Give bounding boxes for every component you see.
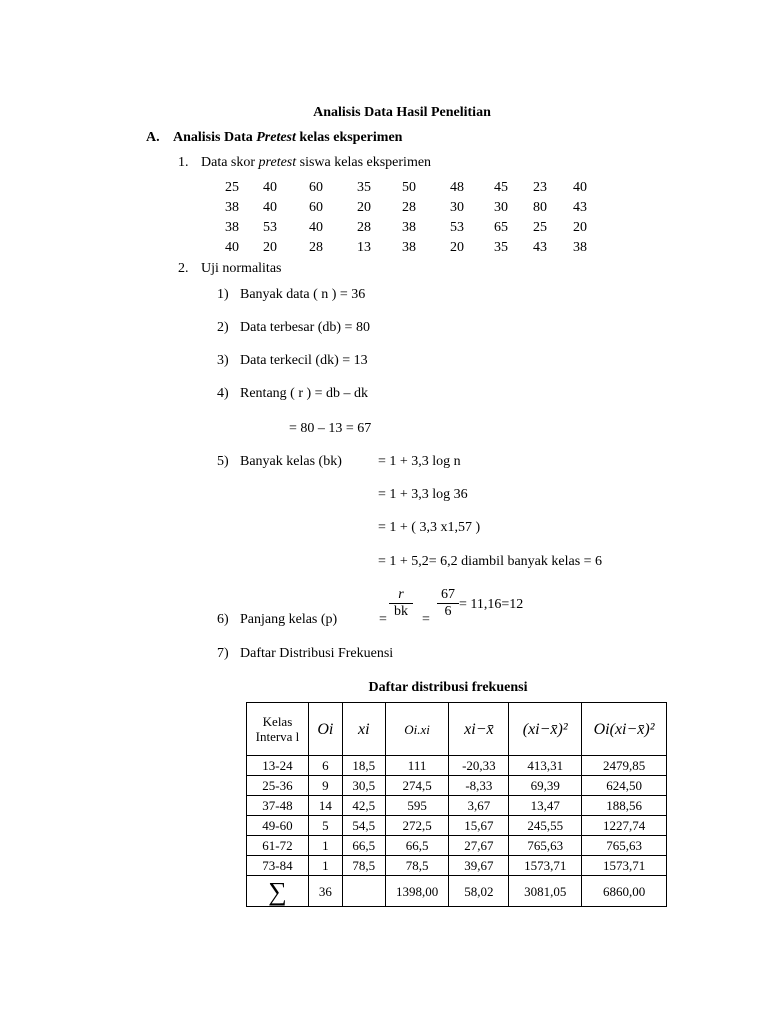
score-cell: 38 [225,200,239,215]
score-cell: 35 [357,180,371,195]
fraction-numerator: 67 [437,587,459,604]
section-a-suffix: kelas eksperimen [295,130,403,145]
table-cell: -8,33 [449,776,509,796]
table-cell: 66,5 [385,836,449,856]
step4-text: Rentang ( r ) = db – dk [240,386,369,401]
table-cell: 42,5 [342,796,385,816]
header-deviation-squared: (xi−x̄)² [509,703,582,756]
score-cell: 50 [402,180,416,195]
score-cell: 60 [309,200,323,215]
table-cell: 69,39 [509,776,582,796]
score-cell: 43 [573,200,587,215]
step5-line: = 1 + ( 3,3 x1,57 ) [378,520,481,535]
table-cell: 73-84 [247,856,309,876]
step3-marker: 3) [217,353,229,368]
table-caption: Daftar distribusi frekuensi [368,680,528,695]
table-cell: 1 [308,836,342,856]
sigma-symbol: ∑ [247,876,309,907]
score-cell: 30 [494,200,508,215]
section-a-prefix: Analisis Data [173,130,257,145]
score-cell: 23 [533,180,547,195]
score-cell: 53 [263,220,277,235]
table-row [247,816,667,836]
table-cell: 78,5 [385,856,449,876]
table-cell: 54,5 [342,816,385,836]
score-cell: 25 [225,180,239,195]
item1-marker: 1. [178,155,189,170]
step6-equals: = [422,612,430,627]
table-cell: 5 [308,816,342,836]
table-cell: 78,5 [342,856,385,876]
score-cell: 13 [357,240,371,255]
header-oi: Oi [308,703,342,756]
table-cell: 413,31 [509,756,582,776]
fraction-denominator: bk [394,604,408,619]
table-cell: 765,63 [582,836,667,856]
table-cell: 13,47 [509,796,582,816]
step4-marker: 4) [217,386,229,401]
score-cell: 48 [450,180,464,195]
fraction-67-over-6 [437,587,459,620]
score-cell: 28 [309,240,323,255]
item2-marker: 2. [178,261,189,276]
table-cell: 1573,71 [509,856,582,876]
table-header-row [247,703,667,756]
score-cell: 40 [309,220,323,235]
section-a-marker: A. [146,130,160,145]
table-cell: 15,67 [449,816,509,836]
header-oi-deviation-squared: Oi(xi−x̄)² [582,703,667,756]
header-oi-xi: Oi.xi [385,703,449,756]
step4-continuation: = 80 – 13 = 67 [289,421,372,436]
table-cell: 188,56 [582,796,667,816]
score-cell: 38 [225,220,239,235]
score-cell: 60 [309,180,323,195]
score-cell: 43 [533,240,547,255]
table-row [247,836,667,856]
table-cell: 111 [385,756,449,776]
table-cell: 9 [308,776,342,796]
table-cell: 13-24 [247,756,309,776]
table-cell: 595 [385,796,449,816]
header-deviation: xi−x̄ [449,703,509,756]
item1-suffix: siswa kelas eksperimen [296,155,432,170]
fraction-numerator: r [389,587,413,604]
sum-oi: 36 [308,876,342,907]
table-cell: 49-60 [247,816,309,836]
table-cell: 6 [308,756,342,776]
item1-italic: pretest [258,155,297,170]
item1-text [201,154,431,171]
page-title: Analisis Data Hasil Penelitian [313,105,491,120]
score-cell: 40 [573,180,587,195]
score-cell: 20 [357,200,371,215]
score-cell: 45 [494,180,508,195]
step6-label: Panjang kelas (p) [240,612,338,627]
step6-result: = 11,16=12 [459,597,524,612]
score-cell: 40 [263,200,277,215]
step6-marker: 6) [217,612,229,627]
table-row [247,756,667,776]
table-cell: 39,67 [449,856,509,876]
step2-marker: 2) [217,320,229,335]
table-cell: 624,50 [582,776,667,796]
step5-line: = 1 + 5,2= 6,2 diambil banyak kelas = 6 [378,554,603,569]
table-row [247,796,667,816]
table-cell: 18,5 [342,756,385,776]
fraction-r-over-bk [389,587,413,620]
step2-text: Data terbesar (db) = 80 [240,320,370,335]
score-cell: 28 [357,220,371,235]
table-cell: 765,63 [509,836,582,856]
step7-text: Daftar Distribusi Frekuensi [240,646,394,661]
sum-oi-deviation-squared: 6860,00 [582,876,667,907]
score-cell: 65 [494,220,508,235]
score-cell: 20 [450,240,464,255]
header-kelas-interval: Kelas Interva l [247,703,309,756]
table-cell: 274,5 [385,776,449,796]
header-xi: xi [342,703,385,756]
table-cell: -20,33 [449,756,509,776]
table-cell: 272,5 [385,816,449,836]
score-cell: 80 [533,200,547,215]
sum-deviation-squared: 3081,05 [509,876,582,907]
step7-marker: 7) [217,646,229,661]
step6-equals: = [379,612,387,627]
table-row [247,856,667,876]
step5-label: Banyak kelas (bk) [240,454,342,469]
step5-line: = 1 + 3,3 log 36 [378,487,468,502]
step1-text: Banyak data ( n ) = 36 [240,287,366,302]
table-cell: 245,55 [509,816,582,836]
table-cell: 1227,74 [582,816,667,836]
step5-marker: 5) [217,454,229,469]
frequency-distribution-table [246,702,667,907]
step1-marker: 1) [217,287,229,302]
table-row [247,776,667,796]
table-cell: 25-36 [247,776,309,796]
table-cell: 1573,71 [582,856,667,876]
score-cell: 38 [573,240,587,255]
step3-text: Data terkecil (dk) = 13 [240,353,368,368]
score-cell: 25 [533,220,547,235]
table-cell: 1 [308,856,342,876]
score-cell: 20 [573,220,587,235]
table-sum-row [247,876,667,907]
score-cell: 38 [402,220,416,235]
table-cell: 61-72 [247,836,309,856]
sum-xi [342,876,385,907]
score-cell: 53 [450,220,464,235]
score-cell: 30 [450,200,464,215]
table-cell: 2479,85 [582,756,667,776]
table-cell: 3,67 [449,796,509,816]
score-cell: 35 [494,240,508,255]
table-cell: 37-48 [247,796,309,816]
fraction-denominator: 6 [444,604,452,619]
item1-prefix: Data skor [201,155,259,170]
score-cell: 28 [402,200,416,215]
table-cell: 30,5 [342,776,385,796]
table-cell: 27,67 [449,836,509,856]
section-a-heading [173,129,402,146]
item2-text: Uji normalitas [201,261,282,276]
table-cell: 14 [308,796,342,816]
sum-oi-xi: 1398,00 [385,876,449,907]
score-cell: 40 [225,240,239,255]
section-a-italic: Pretest [256,130,296,145]
table-cell: 66,5 [342,836,385,856]
sum-deviation: 58,02 [449,876,509,907]
step5-line: = 1 + 3,3 log n [378,454,461,469]
score-cell: 20 [263,240,277,255]
score-cell: 38 [402,240,416,255]
score-cell: 40 [263,180,277,195]
